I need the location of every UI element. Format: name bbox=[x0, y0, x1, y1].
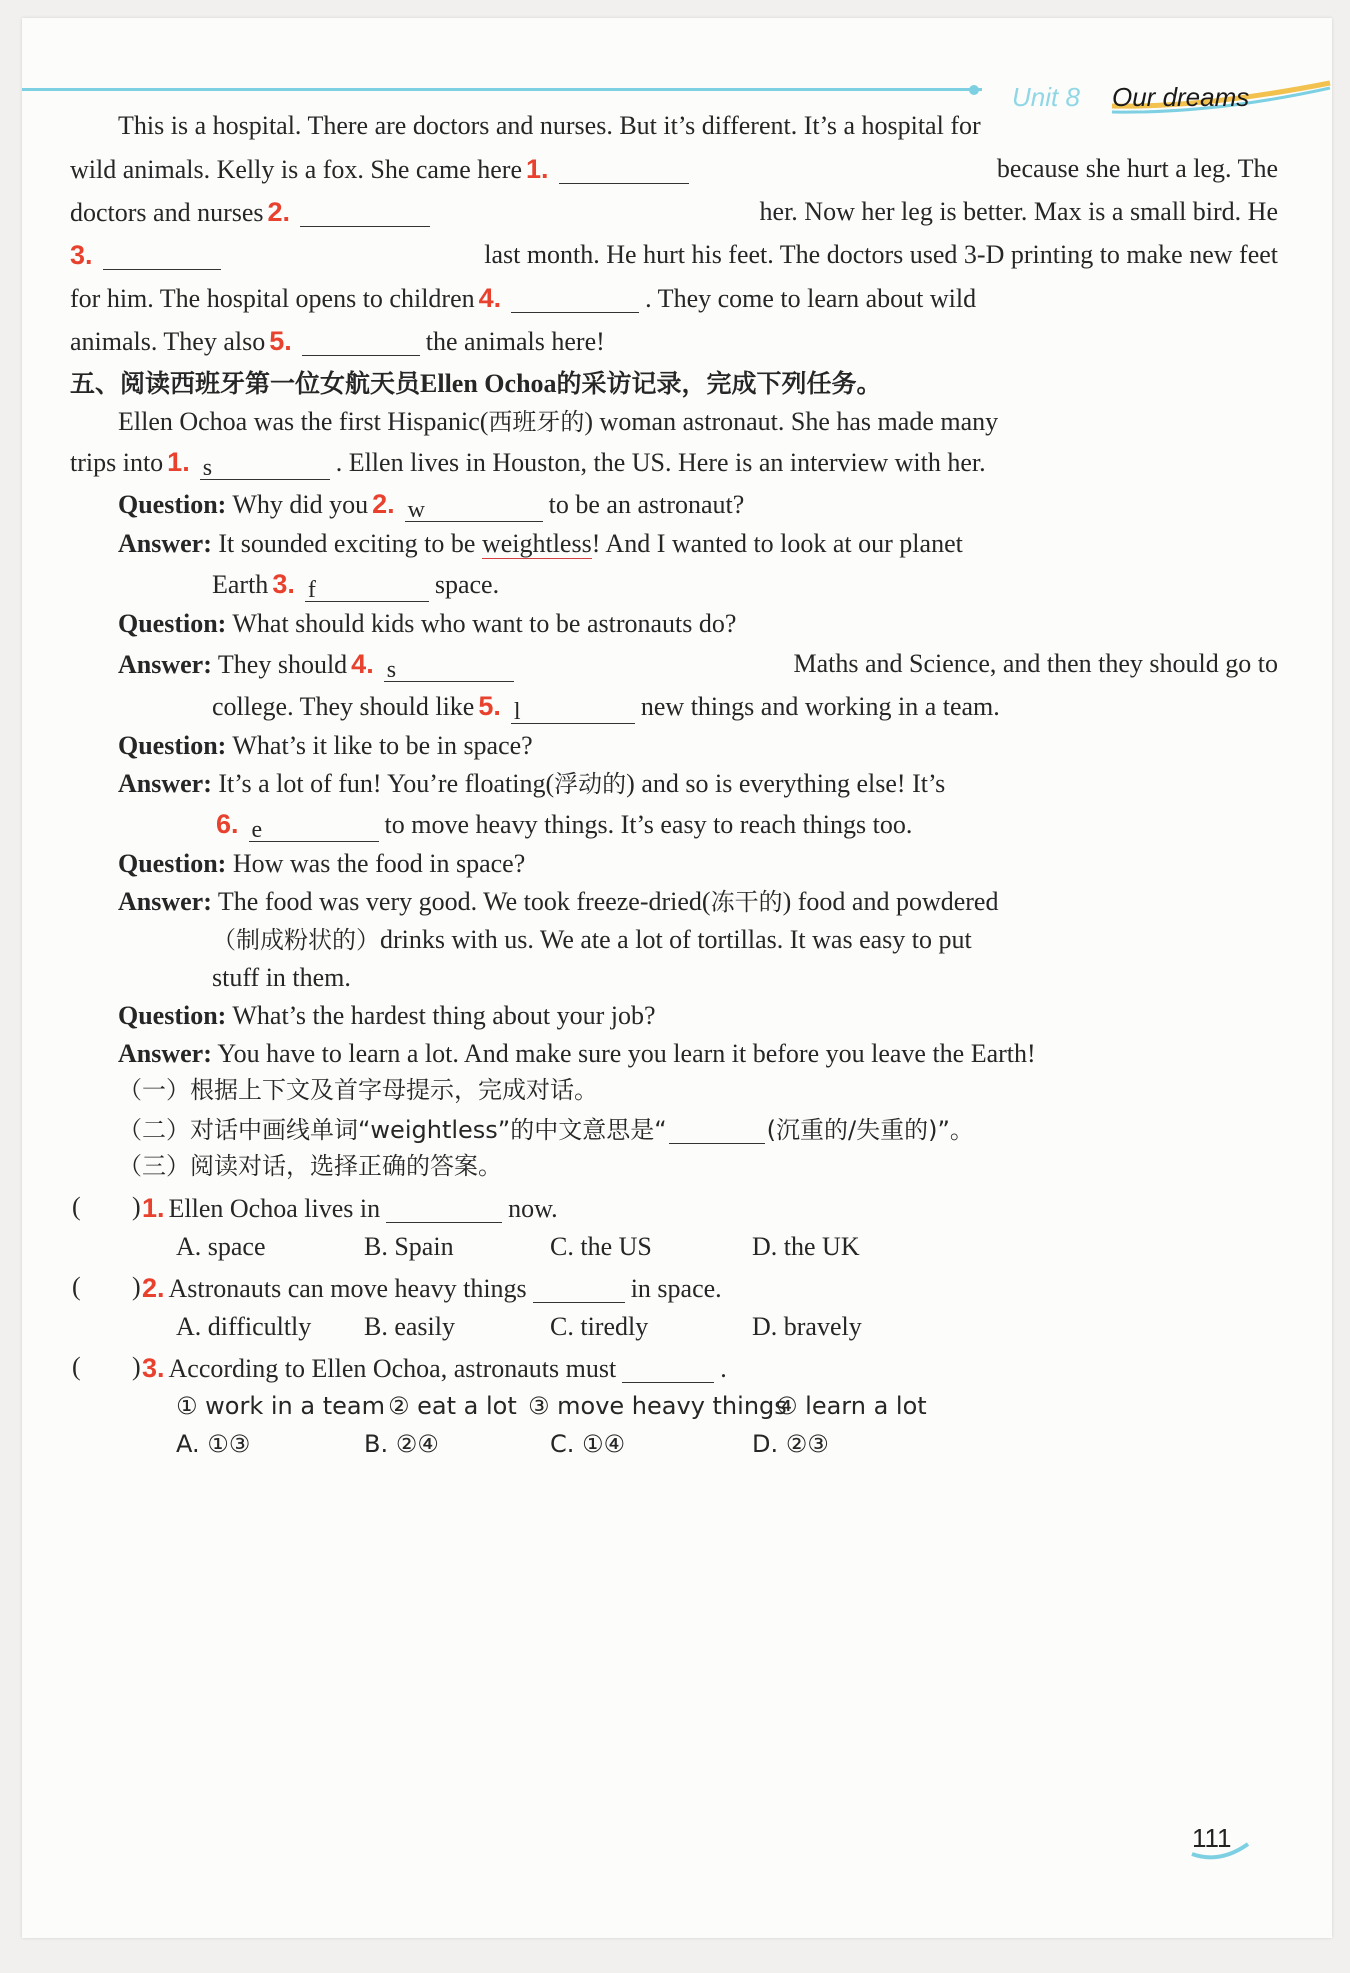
option-b[interactable]: B. ②④ bbox=[364, 1430, 439, 1458]
underlined-word: weightless bbox=[481, 529, 592, 558]
page-swoosh-icon bbox=[1190, 1838, 1250, 1864]
mc-question: 2. Astronauts can move heavy things in space. bbox=[142, 1273, 722, 1303]
option-c[interactable]: C. tiredly bbox=[550, 1312, 649, 1341]
answer-line: Answer: It’s a lot of fun! You’re floating(浮动的) and so is everything else! It’s bbox=[118, 769, 946, 798]
answer-blank[interactable] bbox=[622, 1356, 714, 1383]
answer-blank[interactable]: l bbox=[511, 697, 635, 724]
answer-paren-open: ( bbox=[72, 1352, 81, 1381]
answer-line: Answer: It sounded exciting to be weightless! And I wanted to look at our planet bbox=[118, 529, 963, 558]
option-d[interactable]: D. ②③ bbox=[752, 1430, 829, 1458]
answer-line: Earth 3. f space. bbox=[212, 569, 500, 603]
option-d[interactable]: D. bravely bbox=[752, 1312, 862, 1341]
answer-blank[interactable]: w bbox=[405, 495, 543, 522]
answer-line: college. They should like 5. l new things and working in a team. bbox=[212, 691, 1000, 725]
blank-number: 2. bbox=[372, 489, 395, 519]
answer-blank[interactable] bbox=[669, 1117, 765, 1144]
option-c[interactable]: C. the US bbox=[550, 1232, 652, 1261]
answer-blank[interactable] bbox=[511, 286, 639, 313]
statement-item: ① work in a team bbox=[176, 1392, 385, 1420]
unit-label: Unit 8 bbox=[1012, 82, 1080, 112]
blank-number: 5. bbox=[478, 691, 501, 721]
question-line: Question: What’s it like to be in space? bbox=[118, 731, 533, 760]
answer-line: （制成粉状的）drinks with us. We ate a lot of tortillas. It was easy to put bbox=[212, 925, 972, 954]
answer-line: Answer: The food was very good. We took freeze-dried(冻干的) food and powdered bbox=[118, 887, 999, 916]
statement-item: ② eat a lot bbox=[388, 1392, 517, 1420]
blank-number: 4. bbox=[351, 649, 374, 679]
option-d[interactable]: D. the UK bbox=[752, 1232, 860, 1261]
question-line: Question: What’s the hardest thing about your job? bbox=[118, 1001, 656, 1030]
question-line: Question: What should kids who want to be astronauts do? bbox=[118, 609, 737, 638]
task-3: （三）阅读对话，选择正确的答案。 bbox=[118, 1152, 502, 1180]
page-number: 111 bbox=[1192, 1823, 1232, 1853]
blank-number: 3. bbox=[70, 240, 93, 270]
answer-blank[interactable]: s bbox=[384, 655, 514, 682]
option-a[interactable]: A. space bbox=[176, 1232, 266, 1261]
answer-line: 6. e to move heavy things. It’s easy to reach things too. bbox=[216, 809, 913, 843]
option-c[interactable]: C. ①④ bbox=[550, 1430, 626, 1458]
passage-line-5: for him. The hospital opens to children 4. . They come to learn about wild bbox=[70, 283, 977, 313]
passage-line-6: animals. They also 5. the animals here! bbox=[70, 326, 605, 356]
answer-paren-close: ) bbox=[132, 1352, 141, 1381]
blank-number: 1. bbox=[167, 447, 190, 477]
intro-line-2: trips into 1. s . Ellen lives in Houston, the US. Here is an interview with her. bbox=[70, 447, 986, 481]
statement-item: ④ learn a lot bbox=[776, 1392, 927, 1420]
passage-line-1: This is a hospital. There are doctors and nurses. But it’s different. It’s a hospital for bbox=[118, 111, 981, 140]
answer-blank[interactable]: e bbox=[249, 815, 379, 842]
blank-number: 4. bbox=[478, 283, 502, 313]
answer-blank[interactable] bbox=[386, 1196, 502, 1223]
answer-blank[interactable] bbox=[302, 329, 420, 356]
answer-blank[interactable] bbox=[103, 243, 221, 270]
intro-line-1: Ellen Ochoa was the first Hispanic(西班牙的) woman astronaut. She has made many bbox=[118, 407, 999, 436]
answer-paren-close: ) bbox=[132, 1272, 141, 1301]
statement-item: ③ move heavy things bbox=[528, 1392, 787, 1420]
task-2: （二）对话中画线单词“weightless”的中文意思是“ (沉重的/失重的)”。 bbox=[118, 1116, 974, 1144]
passage-line-4: 3. last month. He hurt his feet. The doctors used 3-D printing to make new feet bbox=[70, 240, 1278, 270]
question-line: Question: How was the food in space? bbox=[118, 849, 526, 878]
answer-paren-open: ( bbox=[72, 1192, 81, 1221]
passage-line-3: doctors and nurses 2. her. Now her leg is better. Max is a small bird. He bbox=[70, 197, 1278, 227]
answer-line: stuff in them. bbox=[212, 963, 351, 992]
question-line: Question: Why did you 2. w to be an astronaut? bbox=[118, 489, 745, 523]
answer-blank[interactable] bbox=[533, 1276, 625, 1303]
mc-question: 3. According to Ellen Ochoa, astronauts must . bbox=[142, 1353, 727, 1383]
section-heading: 五、阅读西班牙第一位女航天员Ellen Ochoa的采访记录，完成下列任务。 bbox=[70, 369, 882, 398]
blank-number: 2. bbox=[267, 197, 291, 227]
answer-paren-close: ) bbox=[132, 1192, 141, 1221]
blank-number: 1. bbox=[525, 154, 549, 184]
blank-number: 5. bbox=[269, 326, 292, 356]
passage-line-2: wild animals. Kelly is a fox. She came here 1. because she hurt a leg. The bbox=[70, 154, 1278, 184]
answer-blank[interactable]: f bbox=[305, 575, 429, 602]
answer-blank[interactable] bbox=[300, 200, 430, 227]
blank-number: 6. bbox=[216, 809, 239, 839]
option-a[interactable]: A. difficultly bbox=[176, 1312, 312, 1341]
answer-blank[interactable] bbox=[559, 157, 689, 184]
task-1: （一）根据上下文及首字母提示，完成对话。 bbox=[118, 1076, 598, 1104]
answer-line: Answer: You have to learn a lot. And make sure you learn it before you leave the Earth! bbox=[118, 1039, 1036, 1068]
header-rule bbox=[22, 88, 982, 91]
unit-title: Our dreams bbox=[1112, 82, 1250, 112]
blank-number: 3. bbox=[272, 569, 295, 599]
option-b[interactable]: B. Spain bbox=[364, 1232, 454, 1261]
option-a[interactable]: A. ①③ bbox=[176, 1430, 251, 1458]
workbook-page bbox=[22, 18, 1332, 1938]
mc-question: 1. Ellen Ochoa lives in now. bbox=[142, 1193, 558, 1223]
answer-blank[interactable]: s bbox=[200, 453, 330, 480]
answer-line: Answer: They should 4. s Maths and Science, and then they should go to bbox=[118, 649, 1278, 683]
answer-paren-open: ( bbox=[72, 1272, 81, 1301]
option-b[interactable]: B. easily bbox=[364, 1312, 455, 1341]
